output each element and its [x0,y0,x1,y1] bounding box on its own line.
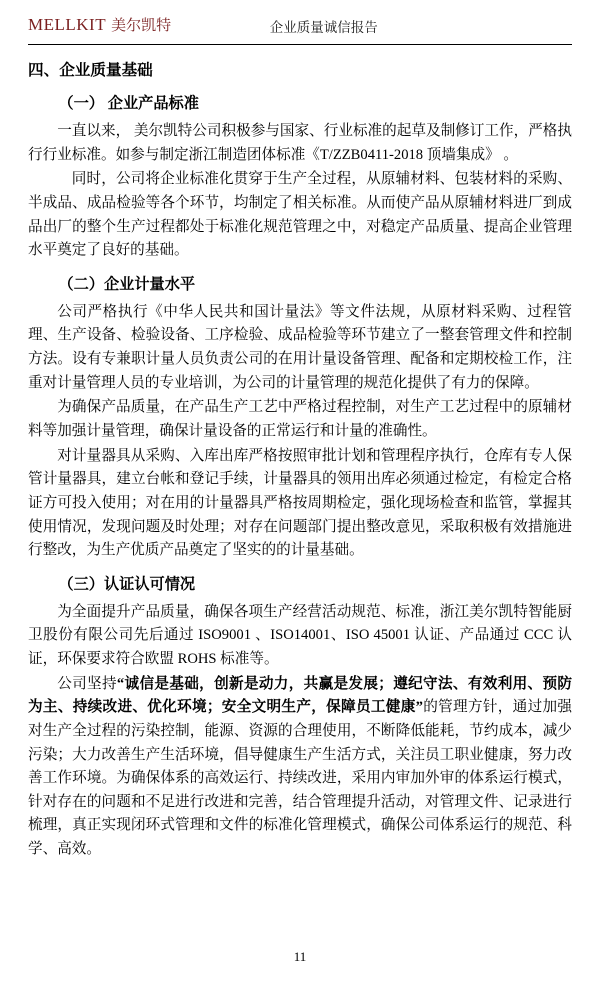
page-header [28,14,572,40]
paragraph-policy [28,673,572,862]
header-document-title: 企业质量诚信报告 [269,20,378,35]
paragraph: 同时，公司将企业标准化贯穿于生产全过程，从原辅材料、包装材料的采购、半成品、成品检验等各个环节，均制定了相关标准。从而使产品从原辅材料进厂到成品出厂的整个生产过程都处于标准化规范管理之中，对稳定产品质量、提高企业管理水平奠定了良好的基础。 [28,171,572,259]
paragraph: 为全面提升产品质量，确保各项生产经营活动规范、标准，浙江美尔凯特智能厨卫股份有限公司先后通过 ISO9001 、ISO14001、ISO 45001 认证、产品通过 CCC 认证，环保要求符合欧盟 ROHS 标准等。 [28,603,572,667]
paragraph: 对计量器具从采购、入库出库严格按照审批计划和管理程序执行，仓库有专人保管计量器具，建立台帐和登记手续，计量器具的领用出库必须通过检定，有检定合格证方可投入使用；对在用的计量器具严格按周期检定，强化现场检查和监管，掌握其使用情况，发现问题及时处理；对存在问题部门提出整改意见，采取积极有效措施进行整改，为生产优质产品奠定了坚实的的计量基础。 [28,447,572,559]
paragraph: 公司严格执行《中华人民共和国计量法》等文件法规，从原材料采购、过程管理、生产设备、检验设备、工序检验、成品检验等环节建立了一整套管理文件和控制方法。设有专兼职计量人员负责公司的在用计量设备管理、配备和定期校检工作，注重对计量管理人员的专业培训，为公司的计量管理的规范化提供了有力的保障。 [28,303,572,391]
subsection-heading-certification: （三）认证认可情况 [58,575,196,593]
policy-tail-text: 的管理方针，通过加强对生产全过程的污染控制，能源、资源的合理使用，不断降低能耗，节约成本，减少污染；大力改善生产生活环境，倡导健康生产生活方式，关注员工职业健康，努力改善工作环境。为确保体系的高效运行、持续改进，采用内审加外审的体系运行模式，针对存在的问题和不足进行改进和完善，结合管理提升活动，对管理文件、记录进行梳理，真正实现闭环式管理和文件的标准化管理模式，确保公司体系运行的规范、科学、高效。 [28,699,572,858]
subsection-heading-measurement-level: （二）企业计量水平 [58,276,196,294]
header-divider [28,44,572,45]
company-logo [28,14,171,35]
brand-latin-text: MELLKIT [28,15,107,34]
paragraph: 为确保产品质量，在产品生产工艺中严格过程控制，对生产工艺过程中的原辅材料等加强计量管理，确保计量设备的正常运行和计量的准确性。 [28,399,572,440]
page-title: 四、企业质量基础 [28,62,153,79]
page-number: 11 [293,949,307,964]
paragraph: 一直以来， 美尔凯特公司积极参与国家、行业标准的起草及制修订工作，严格执行行业标准。如参与制定浙江制造团体标准《T/ZZB0411-2018 顶墙集成》 。 [28,123,572,163]
policy-lead-text: 公司坚持 [57,675,117,692]
subsection-heading-product-standards: （一） 企业产品标准 [58,95,199,113]
policy-quoted-text: “诚信是基础，创新是动力，共赢是发展；遵纪守法、有效利用、预防为主、持续改进、优化环境；安全文明生产，保障员工健康” [28,675,572,716]
document-body [28,59,572,862]
brand-chinese-text: 美尔凯特 [111,18,172,34]
